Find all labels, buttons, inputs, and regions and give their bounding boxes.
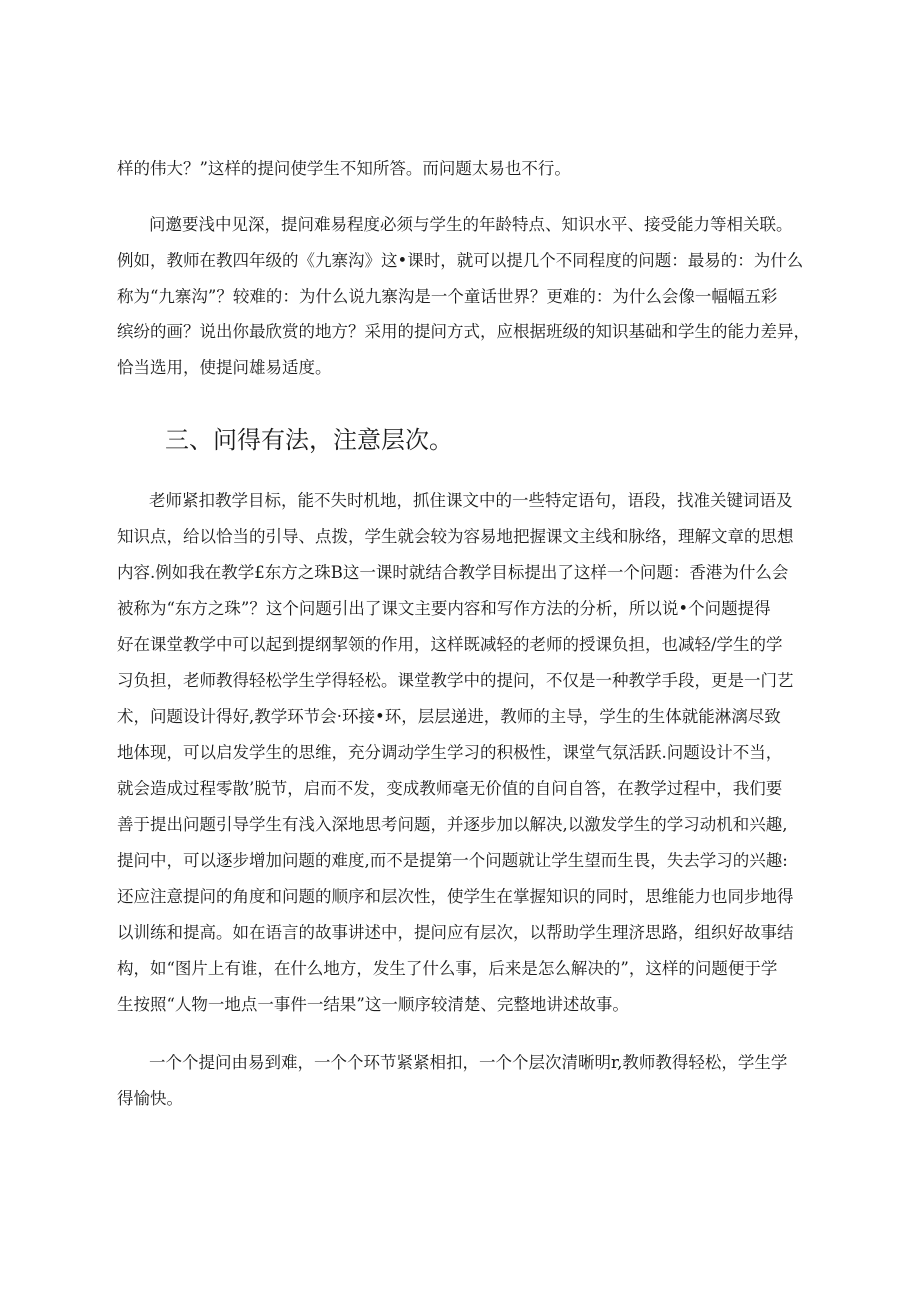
text-line: 以训练和提高。如在语言的故事讲述中，提问应有层次，以帮助学生理济思路，组织好故事结 bbox=[117, 923, 794, 942]
text-line: 还应注意提问的角度和问题的顺序和层次性，使学生在掌握知识的同时，思维能力也同步地得 bbox=[117, 887, 794, 906]
text-line: 缤纷的画？说出你最欣赏的地方？采用的提问方式，应根据班级的知识基础和学生的能力差异， bbox=[117, 322, 810, 341]
text-line: 样的伟大？”这样的提问使学生不知所答。而问题太易也不行。 bbox=[117, 159, 571, 178]
text-line: 得愉快。 bbox=[117, 1089, 183, 1108]
text-line: 老师紧扣教学目标，能不失时机地，抓住课文中的一些特定语句，语段，找准关键词语及 bbox=[149, 491, 793, 510]
text-line: 地体现，可以启发学生的思维，充分调动学生学习的积极性，课堂气氛活跃.问题设计不当， bbox=[117, 743, 783, 762]
text-line: 一个个提问由易到难，一个个环节紧紧相扣，一个个层次清晰明r,教师教得轻松，学生学 bbox=[149, 1053, 788, 1072]
text-line: 恰当选用，使提问雄易适度。 bbox=[117, 358, 332, 377]
text-line: 习负担，老师教得轻松学生学得轻松。课堂教学中的提问，不仅是一种教学手段，更是一门艺 bbox=[117, 671, 794, 690]
text-line: 提问中，可以逐步增加问题的难度,而不是提第一个问题就让学生望而生畏，失去学习的兴趣: bbox=[117, 851, 788, 870]
text-line: 善于提出问题引导学生有浅入深地思考问题，并逐步加以解决,以激发学生的学习动机和兴趣, bbox=[117, 815, 788, 834]
text-line: 知识点，给以恰当的引导、点拨，学生就会较为容易地把握课文主线和脉络，理解文章的思想 bbox=[117, 527, 794, 546]
text-line: 生按照“人物一地点一事件一结果”这一顺序较清楚、完整地讲述故事。 bbox=[117, 995, 629, 1014]
text-line: 内容.例如我在教学£东方之珠B这一课时就结合教学目标提出了这样一个问题：香港为什么会 bbox=[117, 563, 789, 582]
text-line: 术，问题设计得好,教学环节会·环接•环，层层递进，教师的主导，学生的生体就能淋漓尽致 bbox=[117, 707, 781, 726]
text-line: 问邀要浅中见深，提问难易程度必须与学生的年龄特点、知识水平、接受能力等相关联。 bbox=[149, 215, 793, 234]
text-line: 好在课堂教学中可以起到提纲挈领的作用，这样既减轻的老师的授课负担，也减轻/学生的学 bbox=[117, 635, 783, 654]
section-heading: 三、问得有法，注意层次。 bbox=[165, 426, 453, 454]
text-line: 就会造成过程零散’脱节，启而不发，变成教师毫无价值的自问自答，在教学过程中，我们要 bbox=[117, 779, 783, 798]
text-line: 被称为“东方之珠”？这个问题引出了课文主要内容和写作方法的分析，所以说•个问题提得 bbox=[117, 599, 771, 618]
text-line: 称为“九寨沟”？较难的：为什么说九寨沟是一个童话世界？更难的：为什么会像一幅幅五彩 bbox=[117, 287, 778, 306]
text-line: 例如，教师在教四年级的《九寨沟》这•课时，就可以提几个不同程度的问题：最易的：为什么 bbox=[117, 251, 804, 270]
text-line: 构，如“图片上有谁，在什么地方，发生了什么事，后来是怎么解决的”，这样的问题便于学 bbox=[117, 959, 778, 978]
